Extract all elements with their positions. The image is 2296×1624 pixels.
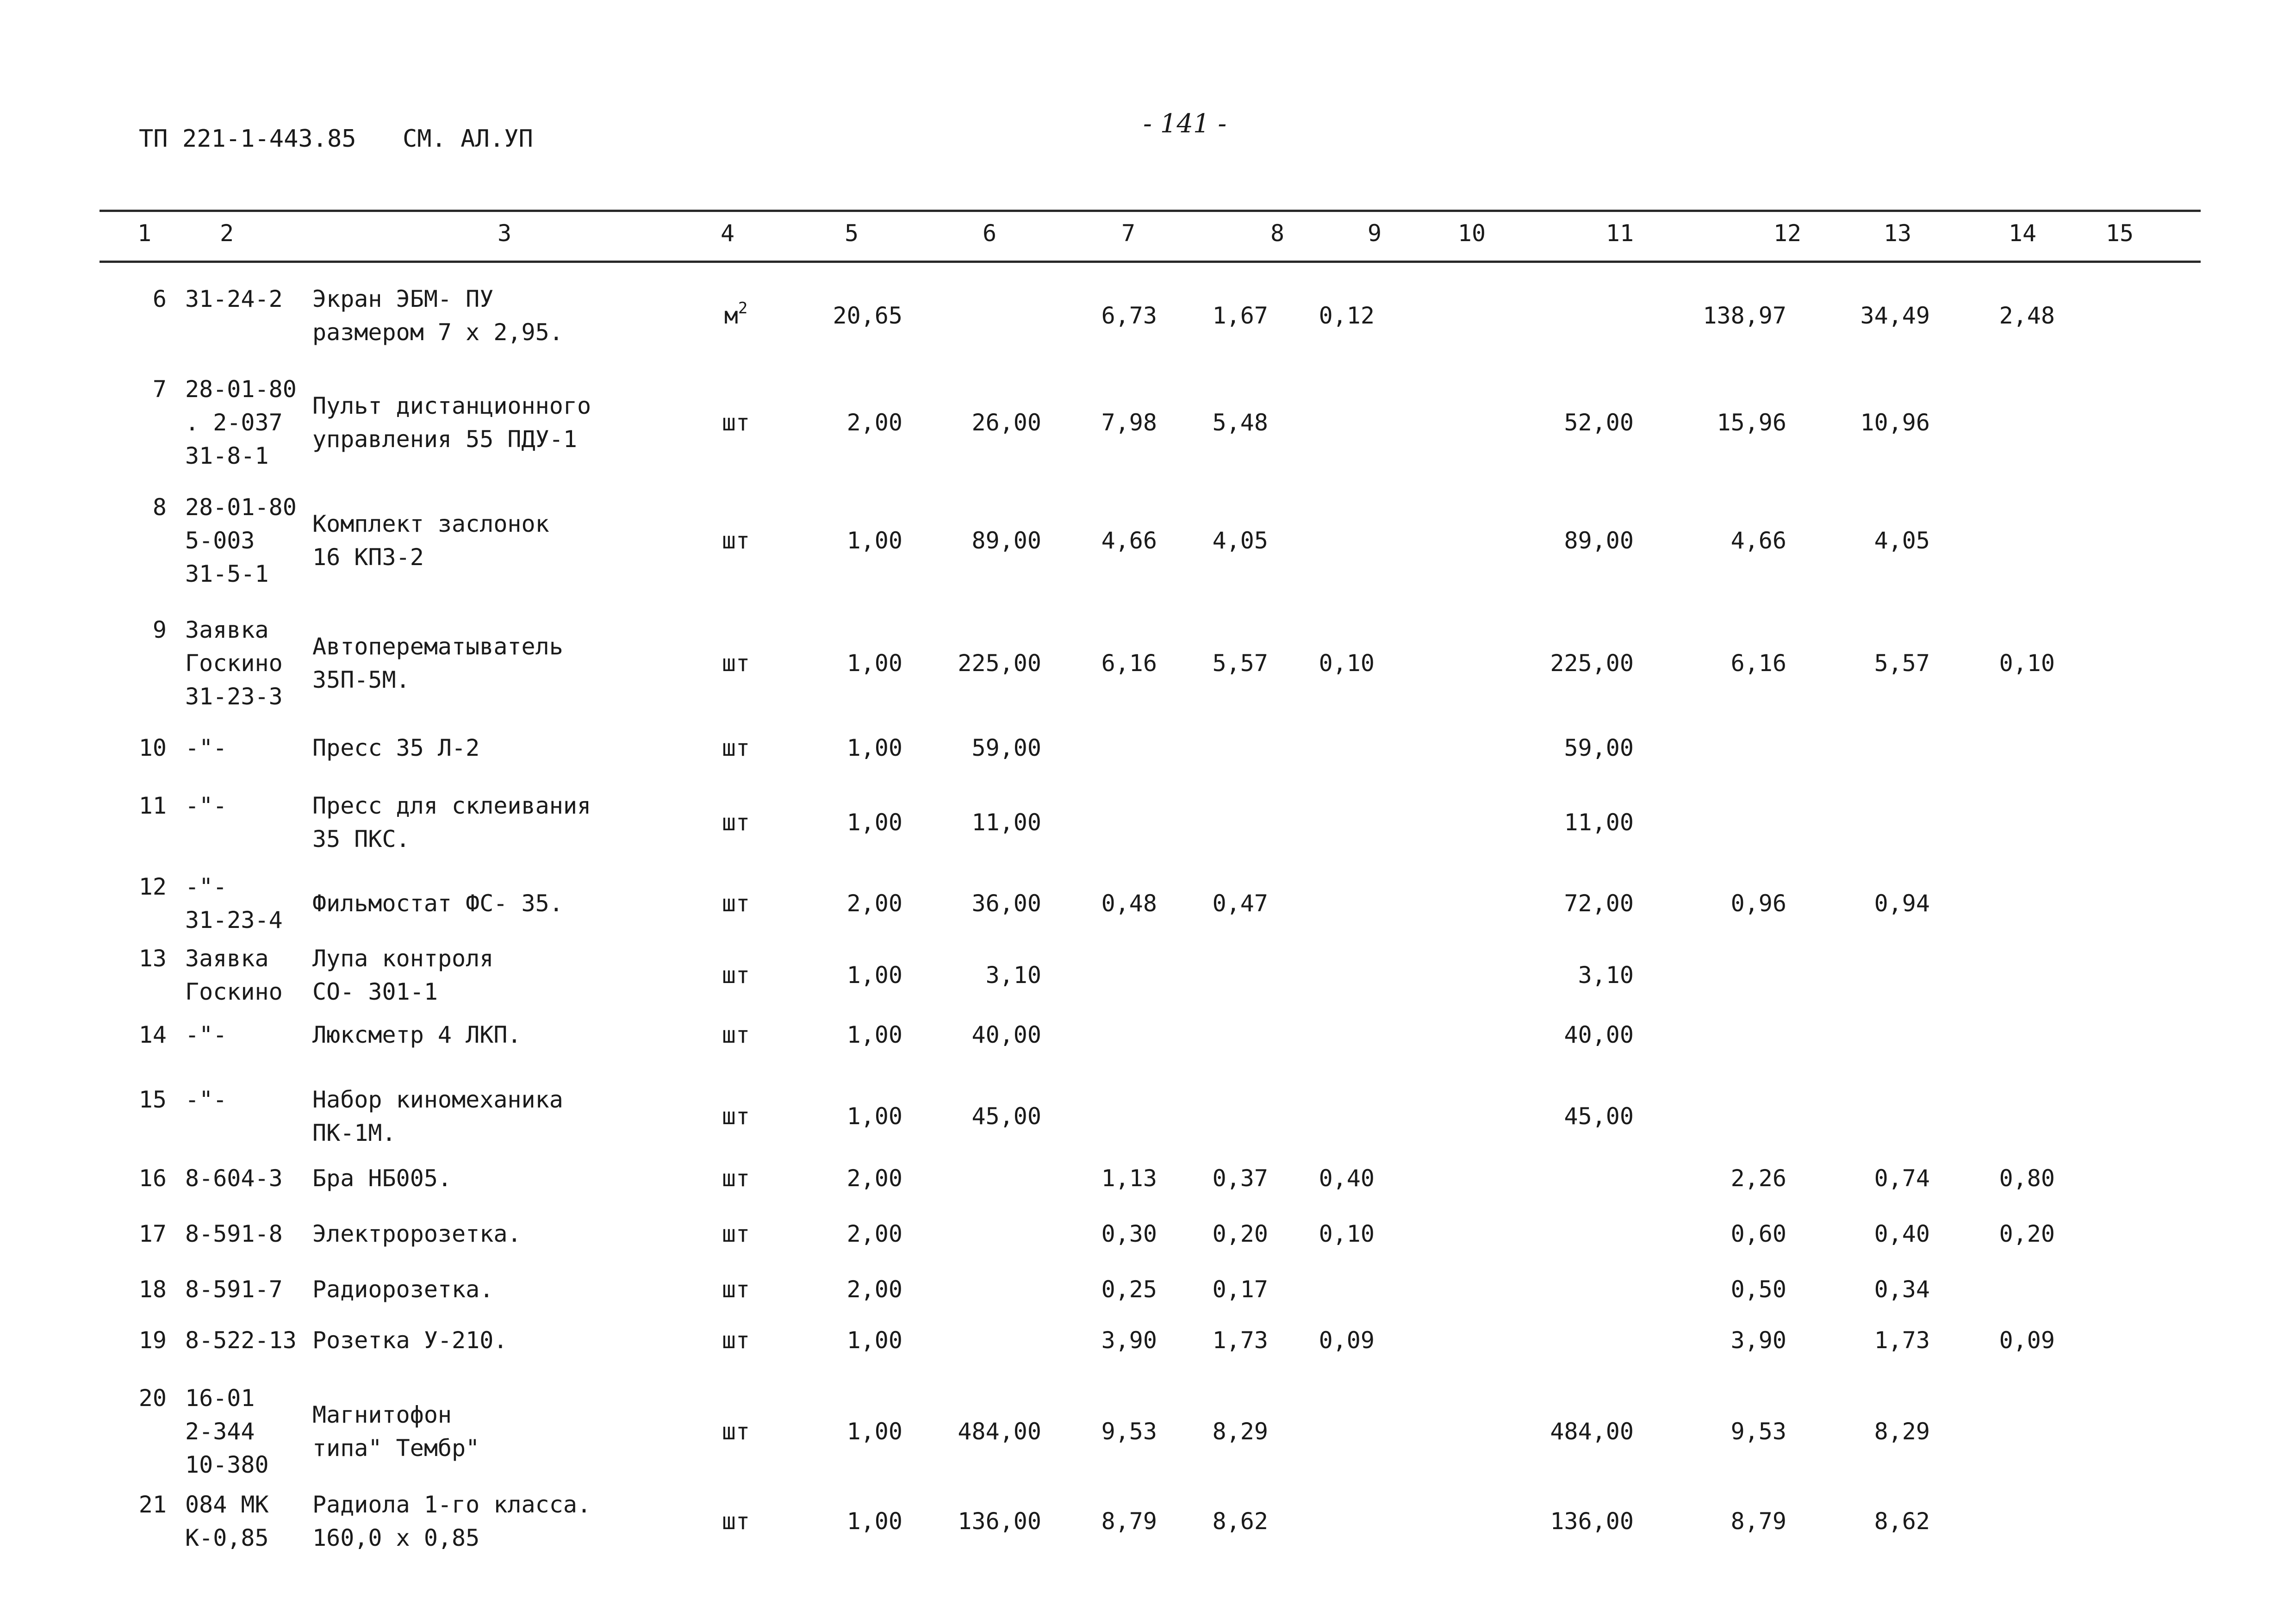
value-col-12: 6,16 xyxy=(1730,650,1786,677)
item-code: 31-23-4 xyxy=(185,907,283,933)
column-header: 14 xyxy=(2008,220,2037,247)
value-col-6: 89,00 xyxy=(971,527,1041,554)
value-col-9: 0,40 xyxy=(1319,1165,1375,1192)
column-header: 8 xyxy=(1270,220,1285,247)
item-name: Набор киномеханика xyxy=(312,1086,563,1113)
item-code: 5-003 xyxy=(185,527,255,554)
value-col-12: 0,60 xyxy=(1730,1220,1786,1247)
item-name: Люксметр 4 ЛКП. xyxy=(312,1021,522,1048)
column-header: 5 xyxy=(844,220,859,247)
item-code: 16-01 xyxy=(185,1385,255,1412)
value-col-5: 1,00 xyxy=(846,1508,902,1535)
value-col-13: 10,96 xyxy=(1860,409,1930,436)
item-name: Автоперематыватель xyxy=(312,633,563,660)
column-header: 4 xyxy=(720,220,735,247)
value-col-12: 2,26 xyxy=(1730,1165,1786,1192)
item-name: Экран ЭБМ- ПУ xyxy=(312,286,494,312)
value-col-11: 484,00 xyxy=(1550,1418,1634,1445)
item-code: 084 МК xyxy=(185,1491,269,1518)
item-name: Комплект заслонок xyxy=(312,510,549,537)
value-col-8: 5,57 xyxy=(1212,650,1268,677)
value-col-5: 1,00 xyxy=(846,527,902,554)
value-col-6: 40,00 xyxy=(971,1021,1041,1048)
value-col-9: 0,10 xyxy=(1319,1220,1375,1247)
value-col-5: 1,00 xyxy=(846,650,902,677)
value-col-5: 1,00 xyxy=(846,1327,902,1354)
item-code: 31-5-1 xyxy=(185,560,269,587)
value-col-5: 2,00 xyxy=(846,1220,902,1247)
value-col-6: 26,00 xyxy=(971,409,1041,436)
row-number: 15 xyxy=(138,1086,167,1113)
value-col-8: 5,48 xyxy=(1212,409,1268,436)
item-name: Радиола 1-го класса. xyxy=(312,1491,591,1518)
row-number: 16 xyxy=(138,1165,167,1192)
value-col-5: 2,00 xyxy=(846,890,902,917)
row-number: 6 xyxy=(152,286,167,312)
value-col-14: 0,80 xyxy=(1999,1165,2055,1192)
item-code: 31-23-3 xyxy=(185,683,283,710)
item-code: Заявка xyxy=(185,616,269,643)
unit: шт xyxy=(722,809,750,836)
value-col-7: 1,13 xyxy=(1101,1165,1157,1192)
value-col-8: 1,67 xyxy=(1212,302,1268,329)
row-number: 17 xyxy=(138,1220,167,1247)
value-col-11: 136,00 xyxy=(1550,1508,1634,1535)
value-col-7: 9,53 xyxy=(1101,1418,1157,1445)
value-col-7: 3,90 xyxy=(1101,1327,1157,1354)
value-col-12: 8,79 xyxy=(1730,1508,1786,1535)
value-col-7: 6,73 xyxy=(1101,302,1157,329)
row-number: 19 xyxy=(138,1327,167,1354)
table-top-rule xyxy=(100,210,2201,212)
value-col-13: 8,62 xyxy=(1874,1508,1930,1535)
value-col-6: 11,00 xyxy=(971,809,1041,836)
item-code: Госкино xyxy=(185,978,283,1005)
item-code: 2-344 xyxy=(185,1418,255,1445)
value-col-11: 40,00 xyxy=(1564,1021,1634,1048)
value-col-11: 59,00 xyxy=(1564,734,1634,761)
item-name: Электророзетка. xyxy=(312,1220,522,1247)
table-header-rule xyxy=(100,261,2201,263)
value-col-12: 4,66 xyxy=(1730,527,1786,554)
item-name: Радиорозетка. xyxy=(312,1276,494,1303)
value-col-12: 9,53 xyxy=(1730,1418,1786,1445)
value-col-5: 1,00 xyxy=(846,809,902,836)
value-col-9: 0,12 xyxy=(1319,302,1375,329)
value-col-14: 0,20 xyxy=(1999,1220,2055,1247)
row-number: 10 xyxy=(138,734,167,761)
unit: шт xyxy=(722,1508,750,1535)
item-code: К-0,85 xyxy=(185,1524,269,1551)
value-col-5: 1,00 xyxy=(846,1103,902,1130)
row-number: 13 xyxy=(138,945,167,972)
column-header: 13 xyxy=(1883,220,1912,247)
item-name: Бра НБ005. xyxy=(312,1165,452,1192)
item-name: управления 55 ПДУ-1 xyxy=(312,426,577,453)
unit: $м^2$ xyxy=(724,299,748,329)
column-header: 9 xyxy=(1367,220,1382,247)
value-col-13: 0,34 xyxy=(1874,1276,1930,1303)
value-col-12: 0,50 xyxy=(1730,1276,1786,1303)
value-col-6: 36,00 xyxy=(971,890,1041,917)
unit: шт xyxy=(722,409,750,436)
item-code: . 2-037 xyxy=(185,409,283,436)
item-code: -"- xyxy=(185,1086,227,1113)
item-code: -"- xyxy=(185,792,227,819)
item-name: Лупа контроля xyxy=(312,945,494,972)
document-reference: СМ. АЛ.УП xyxy=(403,125,533,153)
document-code: ТП 221-1-443.85 xyxy=(139,125,356,153)
column-header: 12 xyxy=(1773,220,1802,247)
item-code: -"- xyxy=(185,1021,227,1048)
value-col-6: 484,00 xyxy=(958,1418,1041,1445)
row-number: 7 xyxy=(152,376,167,403)
unit: шт xyxy=(722,1220,750,1247)
value-col-13: 4,05 xyxy=(1874,527,1930,554)
item-code: 10-380 xyxy=(185,1451,269,1478)
item-name: Фильмостат ФС- 35. xyxy=(312,890,563,917)
value-col-7: 7,98 xyxy=(1101,409,1157,436)
item-code: Заявка xyxy=(185,945,269,972)
value-col-8: 1,73 xyxy=(1212,1327,1268,1354)
item-name: Розетка У-210. xyxy=(312,1327,508,1354)
value-col-11: 45,00 xyxy=(1564,1103,1634,1130)
row-number: 20 xyxy=(138,1385,167,1412)
value-col-6: 59,00 xyxy=(971,734,1041,761)
column-header: 2 xyxy=(219,220,234,247)
value-col-12: 3,90 xyxy=(1730,1327,1786,1354)
unit-exponent: 2 xyxy=(738,299,748,317)
unit: шт xyxy=(722,1165,750,1192)
item-code: 28-01-80 xyxy=(185,494,297,521)
item-code: Госкино xyxy=(185,650,283,677)
item-name: 16 КПЗ-2 xyxy=(312,544,424,571)
row-number: 8 xyxy=(152,494,167,521)
item-code: 8-591-7 xyxy=(185,1276,283,1303)
value-col-5: 2,00 xyxy=(846,1165,902,1192)
item-code: 8-591-8 xyxy=(185,1220,283,1247)
value-col-13: 5,57 xyxy=(1874,650,1930,677)
value-col-7: 6,16 xyxy=(1101,650,1157,677)
value-col-5: 1,00 xyxy=(846,1021,902,1048)
value-col-11: 52,00 xyxy=(1564,409,1634,436)
value-col-8: 8,62 xyxy=(1212,1508,1268,1535)
unit: шт xyxy=(722,1103,750,1130)
value-col-13: 0,74 xyxy=(1874,1165,1930,1192)
value-col-6: 136,00 xyxy=(958,1508,1041,1535)
value-col-8: 4,05 xyxy=(1212,527,1268,554)
unit: шт xyxy=(722,1021,750,1048)
value-col-7: 8,79 xyxy=(1101,1508,1157,1535)
column-header: 10 xyxy=(1457,220,1486,247)
unit: шт xyxy=(722,890,750,917)
row-number: 14 xyxy=(138,1021,167,1048)
value-col-13: 0,94 xyxy=(1874,890,1930,917)
value-col-5: 1,00 xyxy=(846,734,902,761)
value-col-13: 1,73 xyxy=(1874,1327,1930,1354)
item-name: 35 ПКС. xyxy=(312,826,410,852)
unit: шт xyxy=(722,1276,750,1303)
column-header: 7 xyxy=(1121,220,1136,247)
item-code: 8-604-3 xyxy=(185,1165,283,1192)
page-number: - 141 - xyxy=(1143,109,1227,139)
row-number: 11 xyxy=(138,792,167,819)
unit: шт xyxy=(722,734,750,761)
value-col-9: 0,10 xyxy=(1319,650,1375,677)
item-name: Магнитофон xyxy=(312,1401,452,1428)
value-col-8: 0,37 xyxy=(1212,1165,1268,1192)
value-col-12: 138,97 xyxy=(1703,302,1786,329)
value-col-7: 0,25 xyxy=(1101,1276,1157,1303)
value-col-12: 15,96 xyxy=(1717,409,1786,436)
item-name: 160,0 х 0,85 xyxy=(312,1524,480,1551)
column-header: 15 xyxy=(2105,220,2134,247)
item-name: Пресс для склеивания xyxy=(312,792,591,819)
item-name: типа" Тембр" xyxy=(312,1435,480,1462)
value-col-8: 0,20 xyxy=(1212,1220,1268,1247)
value-col-14: 0,09 xyxy=(1999,1327,2055,1354)
row-number: 18 xyxy=(138,1276,167,1303)
value-col-9: 0,09 xyxy=(1319,1327,1375,1354)
item-name: 35П-5М. xyxy=(312,666,410,693)
unit: шт xyxy=(722,650,750,677)
value-col-13: 0,40 xyxy=(1874,1220,1930,1247)
value-col-8: 0,47 xyxy=(1212,890,1268,917)
item-code: 28-01-80 xyxy=(185,376,297,403)
item-code: -"- xyxy=(185,734,227,761)
value-col-11: 11,00 xyxy=(1564,809,1634,836)
value-col-13: 8,29 xyxy=(1874,1418,1930,1445)
value-col-5: 2,00 xyxy=(846,1276,902,1303)
value-col-14: 0,10 xyxy=(1999,650,2055,677)
value-col-11: 225,00 xyxy=(1550,650,1634,677)
value-col-12: 0,96 xyxy=(1730,890,1786,917)
value-col-6: 3,10 xyxy=(985,962,1041,989)
value-col-14: 2,48 xyxy=(1999,302,2055,329)
column-header: 3 xyxy=(497,220,512,247)
item-code: 8-522-13 xyxy=(185,1327,297,1354)
unit: шт xyxy=(722,1418,750,1445)
value-col-7: 0,30 xyxy=(1101,1220,1157,1247)
value-col-6: 225,00 xyxy=(958,650,1041,677)
unit: шт xyxy=(722,1327,750,1354)
value-col-5: 2,00 xyxy=(846,409,902,436)
value-col-8: 8,29 xyxy=(1212,1418,1268,1445)
item-name: СО- 301-1 xyxy=(312,978,438,1005)
value-col-5: 1,00 xyxy=(846,1418,902,1445)
item-name: Пресс 35 Л-2 xyxy=(312,734,480,761)
item-name: ПК-1М. xyxy=(312,1120,396,1146)
column-header: 6 xyxy=(982,220,997,247)
item-code: 31-8-1 xyxy=(185,442,269,469)
value-col-7: 0,48 xyxy=(1101,890,1157,917)
row-number: 12 xyxy=(138,873,167,900)
item-code: -"- xyxy=(185,873,227,900)
value-col-7: 4,66 xyxy=(1101,527,1157,554)
item-name: Пульт дистанционного xyxy=(312,392,591,419)
item-name: размером 7 х 2,95. xyxy=(312,319,563,346)
value-col-11: 89,00 xyxy=(1564,527,1634,554)
value-col-11: 72,00 xyxy=(1564,890,1634,917)
value-col-13: 34,49 xyxy=(1860,302,1930,329)
value-col-5: 20,65 xyxy=(833,302,902,329)
row-number: 9 xyxy=(152,616,167,643)
value-col-6: 45,00 xyxy=(971,1103,1041,1130)
column-header: 1 xyxy=(137,220,152,247)
column-header: 11 xyxy=(1605,220,1634,247)
unit: шт xyxy=(722,962,750,989)
unit: шт xyxy=(722,527,750,554)
value-col-5: 1,00 xyxy=(846,962,902,989)
item-code: 31-24-2 xyxy=(185,286,283,312)
row-number: 21 xyxy=(138,1491,167,1518)
value-col-11: 3,10 xyxy=(1578,962,1634,989)
value-col-8: 0,17 xyxy=(1212,1276,1268,1303)
